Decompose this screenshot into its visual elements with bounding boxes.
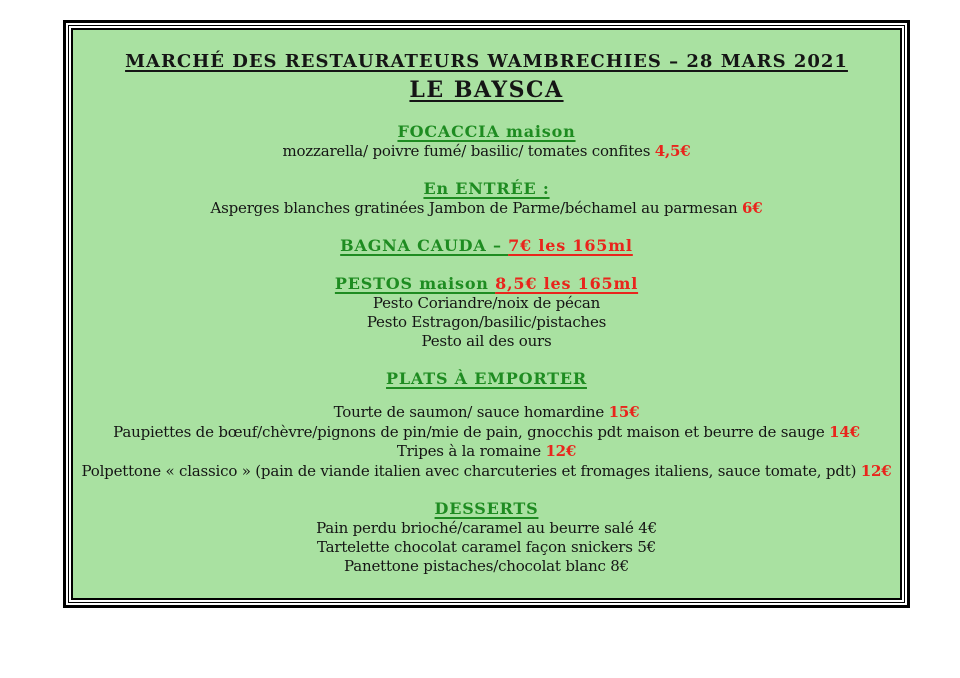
item-text: Pesto ail des ours <box>421 332 552 350</box>
item-price: 6€ <box>742 199 763 217</box>
section-heading-label: FOCACCIA maison <box>397 122 576 141</box>
menu-item <box>81 538 892 557</box>
menu-item <box>81 142 892 161</box>
section-focaccia <box>81 122 892 161</box>
section-heading <box>81 236 892 256</box>
menu-item <box>81 294 892 313</box>
section-items <box>81 199 892 218</box>
section-heading <box>81 122 892 142</box>
item-price: 15€ <box>608 403 640 421</box>
section-heading-price: 7€ les 165ml <box>508 236 633 255</box>
item-price: 4,5€ <box>654 142 691 160</box>
section-heading-label: DESSERTS <box>434 499 539 518</box>
section-items <box>81 294 892 351</box>
menu-frame-middle <box>68 25 905 603</box>
section-items <box>81 403 892 481</box>
section-desserts <box>81 499 892 576</box>
section-plats-a-emporter <box>81 369 892 481</box>
item-text: Asperges blanches gratinées Jambon de Parme/béchamel au parmesan <box>210 199 743 217</box>
section-items <box>81 519 892 576</box>
menu-paper <box>71 28 902 600</box>
item-text: mozzarella/ poivre fumé/ basilic/ tomates confites <box>282 142 655 160</box>
section-heading-price: 8,5€ les 165ml <box>495 274 639 293</box>
menu-item <box>81 423 892 443</box>
item-text: Panettone pistaches/chocolat blanc 8€ <box>344 557 629 575</box>
menu-item <box>81 403 892 423</box>
menu-title: MARCHÉ DES RESTAURATEURS WAMBRECHIES – 28 MARS 2021 <box>125 51 848 72</box>
item-price: 12€ <box>545 442 577 460</box>
item-text: Pesto Coriandre/noix de pécan <box>372 294 601 312</box>
menu-item <box>81 199 892 218</box>
item-text: Tripes à la romaine <box>396 442 546 460</box>
menu-item <box>81 442 892 462</box>
item-text: Tartelette chocolat caramel façon snickers 5€ <box>316 538 657 556</box>
section-heading <box>81 369 892 389</box>
menu-item <box>81 462 892 482</box>
item-text: Tourte de saumon/ sauce homardine <box>333 403 609 421</box>
section-heading-label: BAGNA CAUDA – <box>340 236 509 255</box>
menu-item <box>81 313 892 332</box>
menu-frame <box>63 20 910 608</box>
section-entree <box>81 179 892 218</box>
item-text: Pesto Estragon/basilic/pistaches <box>366 313 607 331</box>
item-text: Polpettone « classico » (pain de viande italien avec charcuteries et fromages italiens, sauce tomate, pdt) <box>81 461 861 480</box>
section-pestos <box>81 274 892 351</box>
item-text: Paupiettes de bœuf/chèvre/pignons de pin/mie de pain, gnocchis pdt maison et beurre de sauge <box>113 422 830 441</box>
section-heading <box>81 499 892 519</box>
section-heading <box>81 179 892 199</box>
item-price: 12€ <box>860 461 892 480</box>
section-heading-label: PLATS À EMPORTER <box>386 369 587 388</box>
item-text: Pain perdu brioché/caramel au beurre salé 4€ <box>316 519 657 537</box>
section-items <box>81 142 892 161</box>
section-heading-label: En ENTRÉE : <box>423 179 550 198</box>
section-bagna-cauda <box>81 236 892 256</box>
menu-item <box>81 332 892 351</box>
section-heading-label: PESTOS maison <box>334 274 496 293</box>
menu-item <box>81 557 892 576</box>
menu-item <box>81 519 892 538</box>
section-heading <box>81 274 892 294</box>
restaurant-name: LE BAYSCA <box>409 77 564 103</box>
item-price: 14€ <box>829 422 860 441</box>
